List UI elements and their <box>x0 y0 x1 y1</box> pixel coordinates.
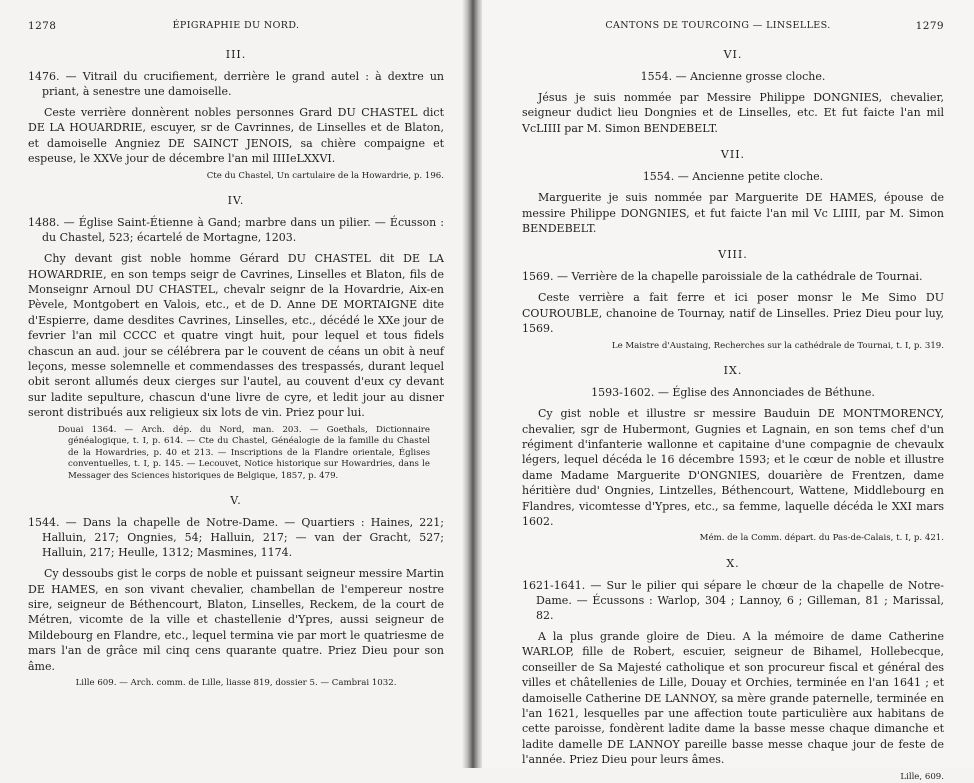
inscription-text: Ceste verrière donnèrent nobles personnes Grard DU CHASTEL dict DE LA HOUARDRIE, escuyer, sr de Cavrinnes, de Linselles et de Blaton, et damoiselle Angniez DE SAINCT JENOIS, sa chière compaigne et espeuse, le XXVe jour de décembre l'an mil IIIIeLXXVI. <box>28 106 444 166</box>
reference: Douai 1364. — Arch. dép. du Nord, man. 203. — Goethals, Dictionnaire généalogique, t. I, p. 614. — Cte du Chastel, Généalogie de la famille du Chastel de la Howardries, p. 40 et 213. — Inscriptions de la Flandre orientale, Églises conventuelles, t. I, p. 145. — Lecouvet, Notice historique sur Howardries, dans le Messager des Sciences historiques de Belgique, 1857, p. 479. <box>58 424 430 481</box>
inscription-text: Ceste verrière a fait ferre et ici poser monsr le Me Simo DU COUROUBLE, chanoine de Tournay, natif de Linselles. Priez Dieu pour luy, 1569. <box>522 291 944 336</box>
entry-heading: 1554. — Ancienne grosse cloche. <box>640 70 826 83</box>
entry-heading: 1569. — Verrière de la chapelle paroissiale de la cathédrale de Tournai. <box>522 270 923 284</box>
section-number: VI. <box>723 48 743 61</box>
running-title: ÉPIGRAPHIE DU NORD. <box>172 20 300 31</box>
section-number: III. <box>225 48 247 61</box>
reference: Mém. de la Comm. départ. du Pas-de-Calais, t. I, p. 421. <box>699 533 944 544</box>
section-number: X. <box>726 556 740 570</box>
inscription-text: Cy dessoubs gist le corps de noble et puissant seigneur messire Martin DE HAMES, en son vivant chevalier, chambellan de l'empereur nostre sire, seigneur de Béthencourt, Blaton, Linselles, Reckem, de la court de Métren, vicomte de la ville et chastellenie d'Ypres, aussi seigneur de Mildebourg en Flandre, etc., lequel termina vie par mort le quatriesme de mars l'an de grâce mil cinq cens quarante quatre. Priez Dieu pour son âme. <box>28 567 444 673</box>
running-head <box>28 20 444 36</box>
reference: Lille 609. — Arch. comm. de Lille, liasse 819, dossier 5. — Cambrai 1032. <box>75 677 397 688</box>
inscription-text: Marguerite je suis nommée par Marguerite DE HAMES, épouse de messire Philippe DONGNIES, et fut faicte l'an mil Vc LIIII, par M. Simon BENDEBELT. <box>522 191 944 236</box>
page-number: 1278 <box>28 20 57 32</box>
running-title: CANTONS DE TOURCOING — LINSELLES. <box>605 20 831 31</box>
section-number: V. <box>230 494 242 508</box>
section-number: VIII. <box>718 248 748 262</box>
section-number: VII. <box>720 148 746 162</box>
inscription-text: Jésus je suis nommée par Messire Philippe DONGNIES, chevalier, seigneur dudict lieu Dongnies et de Linselles, etc. Et fut faicte l'an mil VcLIIII par M. Simon BENDEBELT. <box>522 91 944 135</box>
inscription-text: Cy gist noble et illustre sr messire Bauduin DE MONTMORENCY, chevalier, sgr de Hubermont, Gugnies et Lagnain, en son tems chef d'un régiment d'infanterie wallonne et capitaine d'une compagnie de chevaulx légers, lequel décéda le 16 décembre 1593; et le cœur de noble et illustre dame Madame Marguerite D'ONGNIES, douarière de Frentzen, dame héritière dud' Ongnies, Lintzelles, Béthencourt, Wattene, Middlebourg en Flandres, vicomtesse d'Ypres, etc., sa femme, laquelle décéda le XXI mars 1602. <box>522 407 944 528</box>
reference: Cte du Chastel, Un cartulaire de la Howardrie, p. 196. <box>206 170 444 181</box>
section-number: IV. <box>227 194 245 208</box>
book-gutter <box>462 0 484 768</box>
left-page <box>0 0 468 768</box>
entry-heading: 1593-1602. — Église des Annonciades de Béthune. <box>591 386 875 400</box>
entry-heading: 1488. — Église Saint-Étienne à Gand; marbre dans un pilier. — Écusson : du Chastel, 523; écartelé de Mortagne, 1203. <box>28 216 444 245</box>
entry-heading: 1621-1641. — Sur le pilier qui sépare le chœur de la chapelle de Notre-Dame. — Écussons : Warlop, 304 ; Lannoy, 6 ; Gilleman, 81 ; Marissal, 82. <box>522 578 944 622</box>
inscription-text: A la plus grande gloire de Dieu. A la mémoire de dame Catherine WARLOP, fille de Robert, escuier, seigneur de Bihamel, Hollebecque, conseiller de Sa Majesté catholique et son procureur fiscal et général des villes et châtellenies de Lille, Douay et Orchies, terminée en l'an 1641 ; et damoiselle Catherine DE LANNOY, sa mère grande paternelle, terminée en l'an 1621, lesquelles par une affection toute particulière aux habitans de cette paroisse, fondèrent ladite dame la basse messe chaque dimanche et ladite damelle DE LANNOY pareille basse messe chaque jour de feste de l'année. Priez Dieu pour leurs âmes. <box>522 629 944 767</box>
entry-heading: 1554. — Ancienne petite cloche. <box>642 170 824 184</box>
entry-heading: 1476. — Vitrail du crucifiement, derrière le grand autel : à dextre un priant, à senestre une damoiselle. <box>28 70 444 98</box>
reference: Le Maistre d'Austaing, Recherches sur la cathédrale de Tournai, t. I, p. 319. <box>611 340 944 351</box>
page-number: 1279 <box>915 20 944 32</box>
entry-heading: 1544. — Dans la chapelle de Notre-Dame. — Quartiers : Haines, 221; Halluin, 217; Ongnies, 54; Halluin, 217; — van der Gracht, 527; Halluin, 217; Heulle, 1312; Masmines, 1174. <box>28 516 444 560</box>
inscription-text: Chy devant gist noble homme Gérard DU CHASTEL dit DE LA HOWARDRIE, en son temps seigr de Cavrines, Linselles et Blaton, fils de Monseignr Arnoul DU CHASTEL, chevalr seignr de la Hovardrie, Aix-en Pèvele, Montgobert en Valois, etc., et de D. Anne DE MORTAIGNE dite d'Espierre, dame desdites Cavrines, Linselles, etc., décédé le XXe jour de fevrier l'an mil CCCC et quatre vingt huit, pour lequel et tous fidels chascun an aud. jour se célébrera par le couvent de céans un obit à neuf leçons, messe solemnelle et commendasses des trespassés, durant lequel obit seront allumés deux cierges sur l'autel, au couvent d'eux cy devant sur ladite sepulture, chascun d'une livre de cyre, et ledit jour au disner seront distribués aux religieux six lots de vin. Priez pour lui. <box>28 252 444 420</box>
section-number: IX. <box>723 364 743 378</box>
right-page <box>482 0 974 782</box>
reference: Lille, 609. <box>900 771 944 782</box>
running-head <box>522 20 944 36</box>
